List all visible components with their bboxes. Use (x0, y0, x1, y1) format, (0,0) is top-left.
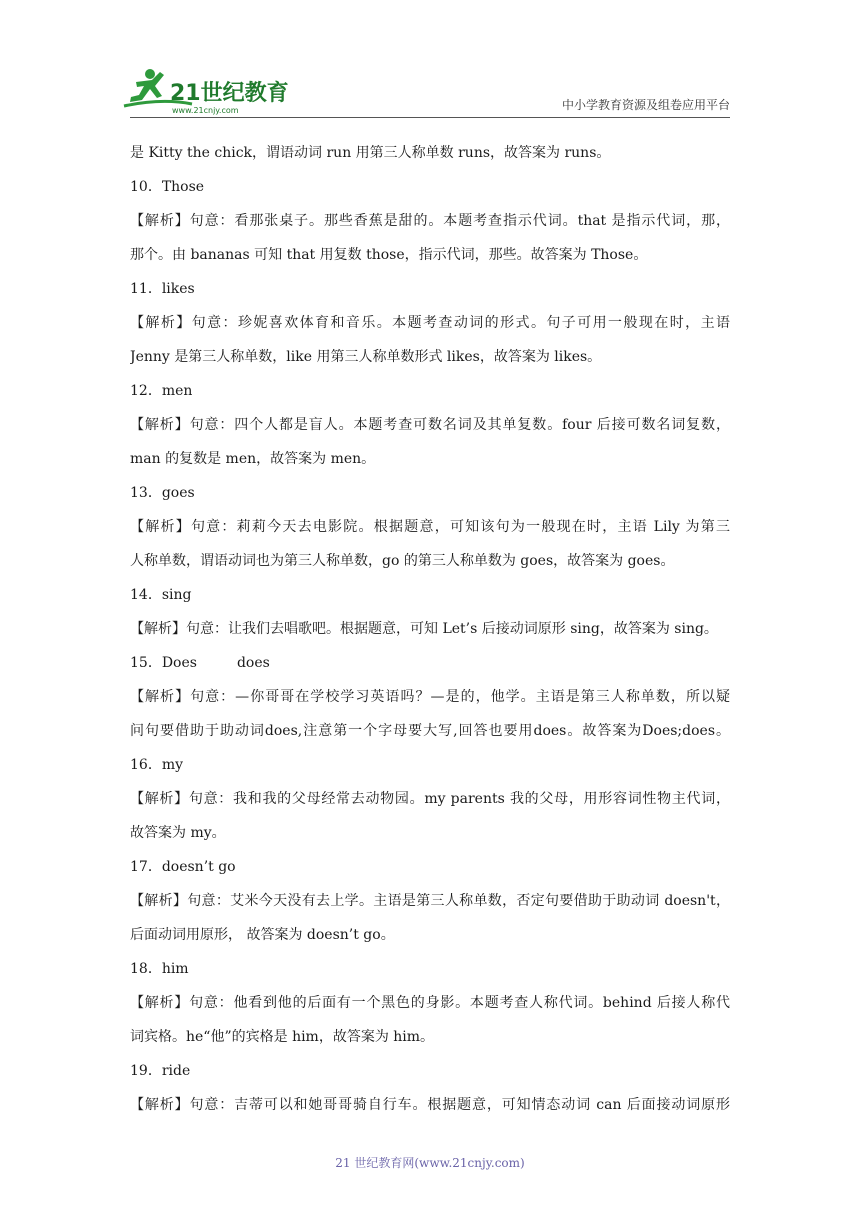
answer-line: 10．Those (130, 179, 205, 195)
explanation-line: 人称单数，谓语动词也为第三人称单数，go 的第三人称单数为 goes，故答案为 goes。 (130, 553, 675, 569)
answer-line (130, 646, 730, 680)
answer-line: 17．doesn’t go (130, 859, 236, 875)
document-body (130, 136, 730, 1122)
answer-line: 12．men (130, 383, 193, 399)
logo-text: 21世纪教育 (170, 81, 289, 106)
explanation-line: 【解析】句意：珍妮喜欢体育和音乐。本题考查动词的形式。句子可用一般现在时，主语 (130, 315, 730, 331)
answer-first: 15．Does (130, 655, 197, 671)
explanation-line: 【解析】句意：让我们去唱歌吧。根据题意，可知 Let’s 后接动词原形 sing，故答案为 sing。 (130, 621, 718, 637)
answer-line: 16．my (130, 757, 183, 773)
explanation-line: 【解析】句意：他看到他的后面有一个黑色的身影。本题考查人称代词。behind 后接人称代 (130, 995, 730, 1011)
answer-line: 18．him (130, 961, 189, 977)
explanation-line: 【解析】句意：吉蒂可以和她哥哥骑自行车。根据题意，可知情态动词 can 后面接动词原形 (130, 1097, 730, 1113)
answer-second: does (236, 655, 270, 671)
page-header (0, 0, 860, 120)
header-divider (130, 117, 730, 118)
explanation-line: 【解析】句意：莉莉今天去电影院。根据题意，可知该句为一般现在时，主语 Lily 为第三 (130, 519, 730, 535)
explanation-line: 【解析】句意：—你哥哥在学校学习英语吗？—是的，他学。主语是第三人称单数，所以疑 (130, 689, 730, 705)
explanation-line: 【解析】句意：看那张桌子。那些香蕉是甜的。本题考查指示代词。that 是指示代词，那， (130, 213, 730, 229)
explanation-line: 那个。由 bananas 可知 that 用复数 those，指示代词，那些。故答案为 Those。 (130, 247, 648, 263)
explanation-line: 问句要借助于助动词does,注意第一个字母要大写,回答也要用does。故答案为Does;does。 (130, 723, 730, 739)
explanation-line: 【解析】句意：我和我的父母经常去动物园。my parents 我的父母，用形容词性物主代词， (130, 791, 730, 807)
explanation-line: 是 Kitty the chick，谓语动词 run 用第三人称单数 runs，故答案为 runs。 (130, 145, 611, 161)
answer-line: 13．goes (130, 485, 195, 501)
explanation-line: Jenny 是第三人称单数，like 用第三人称单数形式 likes，故答案为 likes。 (130, 349, 602, 365)
explanation-line: 词宾格。he“他”的宾格是 him，故答案为 him。 (130, 1029, 435, 1045)
runner-logo-icon (122, 64, 292, 116)
explanation-line: 故答案为 my。 (130, 825, 226, 841)
explanation-line: man 的复数是 men，故答案为 men。 (130, 451, 376, 467)
logo-url: www.21cnjy.com (172, 106, 239, 115)
answer-line: 14．sing (130, 587, 192, 603)
explanation-line: 【解析】句意：艾米今天没有去上学。主语是第三人称单数，否定句要借助于助动词 doesn't， (130, 893, 730, 909)
answer-line: 11．likes (130, 281, 195, 297)
answer-line: 19．ride (130, 1063, 191, 1079)
logo (122, 64, 292, 116)
page-footer: 21 世纪教育网(www.21cnjy.com) (335, 1156, 525, 1170)
header-title: 中小学教育资源及组卷应用平台 (561, 98, 730, 112)
explanation-line: 后面动词用原形， 故答案为 doesn’t go。 (130, 927, 395, 943)
explanation-line: 【解析】句意：四个人都是盲人。本题考查可数名词及其单复数。four 后接可数名词复数， (130, 417, 730, 433)
